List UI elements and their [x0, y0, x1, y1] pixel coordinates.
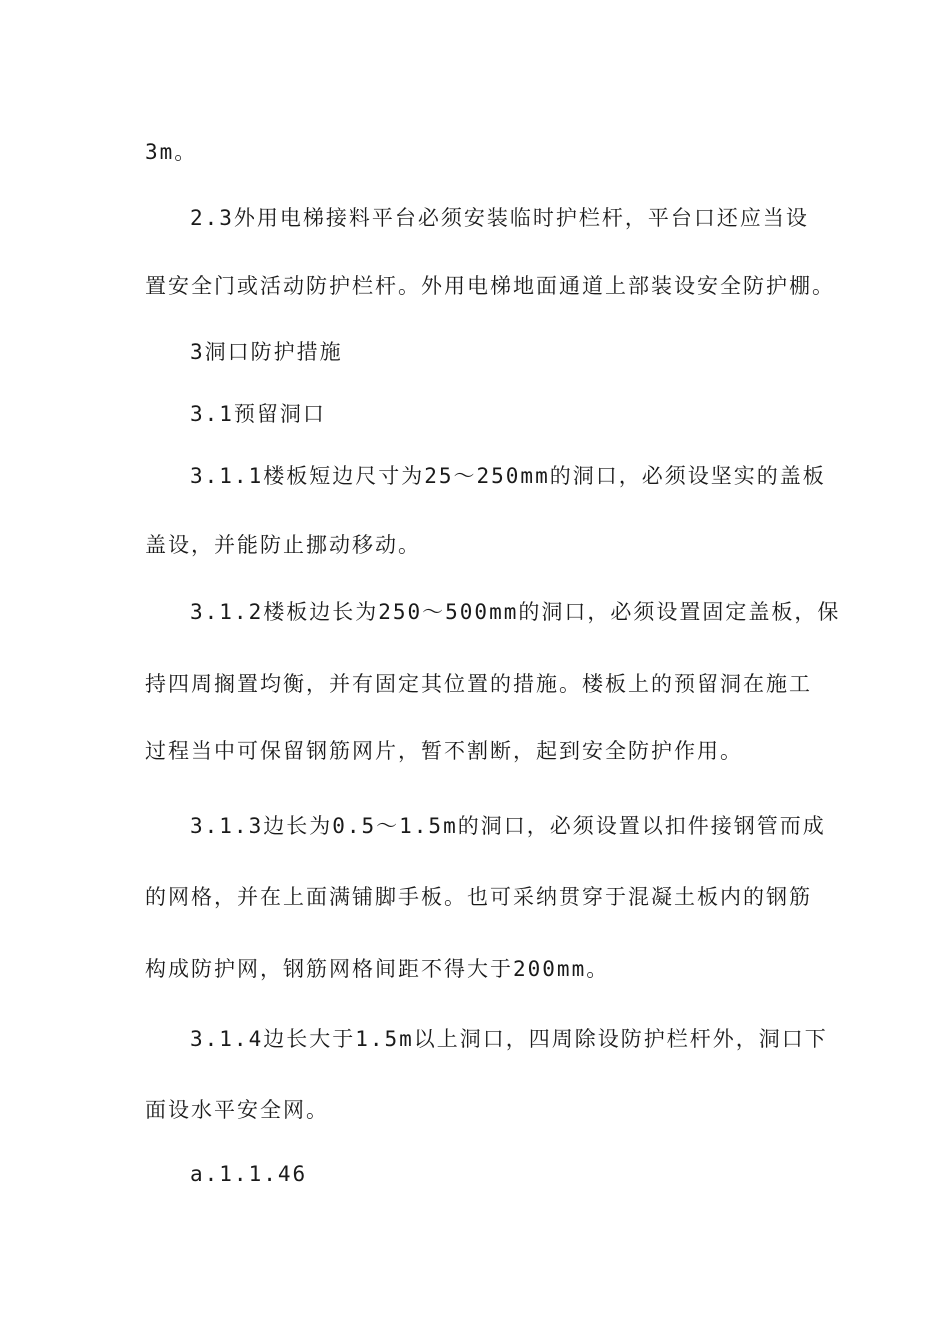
paragraph-line: 面设水平安全网。: [145, 1098, 329, 1122]
subsection-heading: 3.1预留洞口: [190, 402, 326, 426]
paragraph-line: a.1.1.46: [190, 1162, 308, 1186]
paragraph-line: 3.1.2楼板边长为250～500mm的洞口，必须设置固定盖板，保: [190, 600, 841, 624]
paragraph-line: 3.1.1楼板短边尺寸为25～250mm的洞口，必须设坚实的盖板: [190, 464, 826, 488]
paragraph-line: 过程当中可保留钢筋网片，暂不割断，起到安全防护作用。: [145, 739, 743, 763]
paragraph-line: 3.1.3边长为0.5～1.5m的洞口，必须设置以扣件接钢管而成: [190, 814, 826, 838]
paragraph-line: 3m。: [145, 140, 198, 164]
paragraph-line: 3.1.4边长大于1.5m以上洞口，四周除设防护栏杆外，洞口下: [190, 1027, 828, 1051]
paragraph-line: 构成防护网，钢筋网格间距不得大于200mm。: [145, 957, 610, 981]
paragraph-line: 置安全门或活动防护栏杆。外用电梯地面通道上部装设安全防护棚。: [145, 274, 835, 298]
paragraph-line: 盖设，并能防止挪动移动。: [145, 533, 421, 557]
section-heading: 3洞口防护措施: [190, 340, 343, 364]
paragraph-line: 的网格，并在上面满铺脚手板。也可采纳贯穿于混凝土板内的钢筋: [145, 885, 812, 909]
paragraph-line: 持四周搁置均衡，并有固定其位置的措施。楼板上的预留洞在施工: [145, 672, 812, 696]
paragraph-line: 2.3外用电梯接料平台必须安装临时护栏杆，平台口还应当设: [190, 206, 809, 230]
